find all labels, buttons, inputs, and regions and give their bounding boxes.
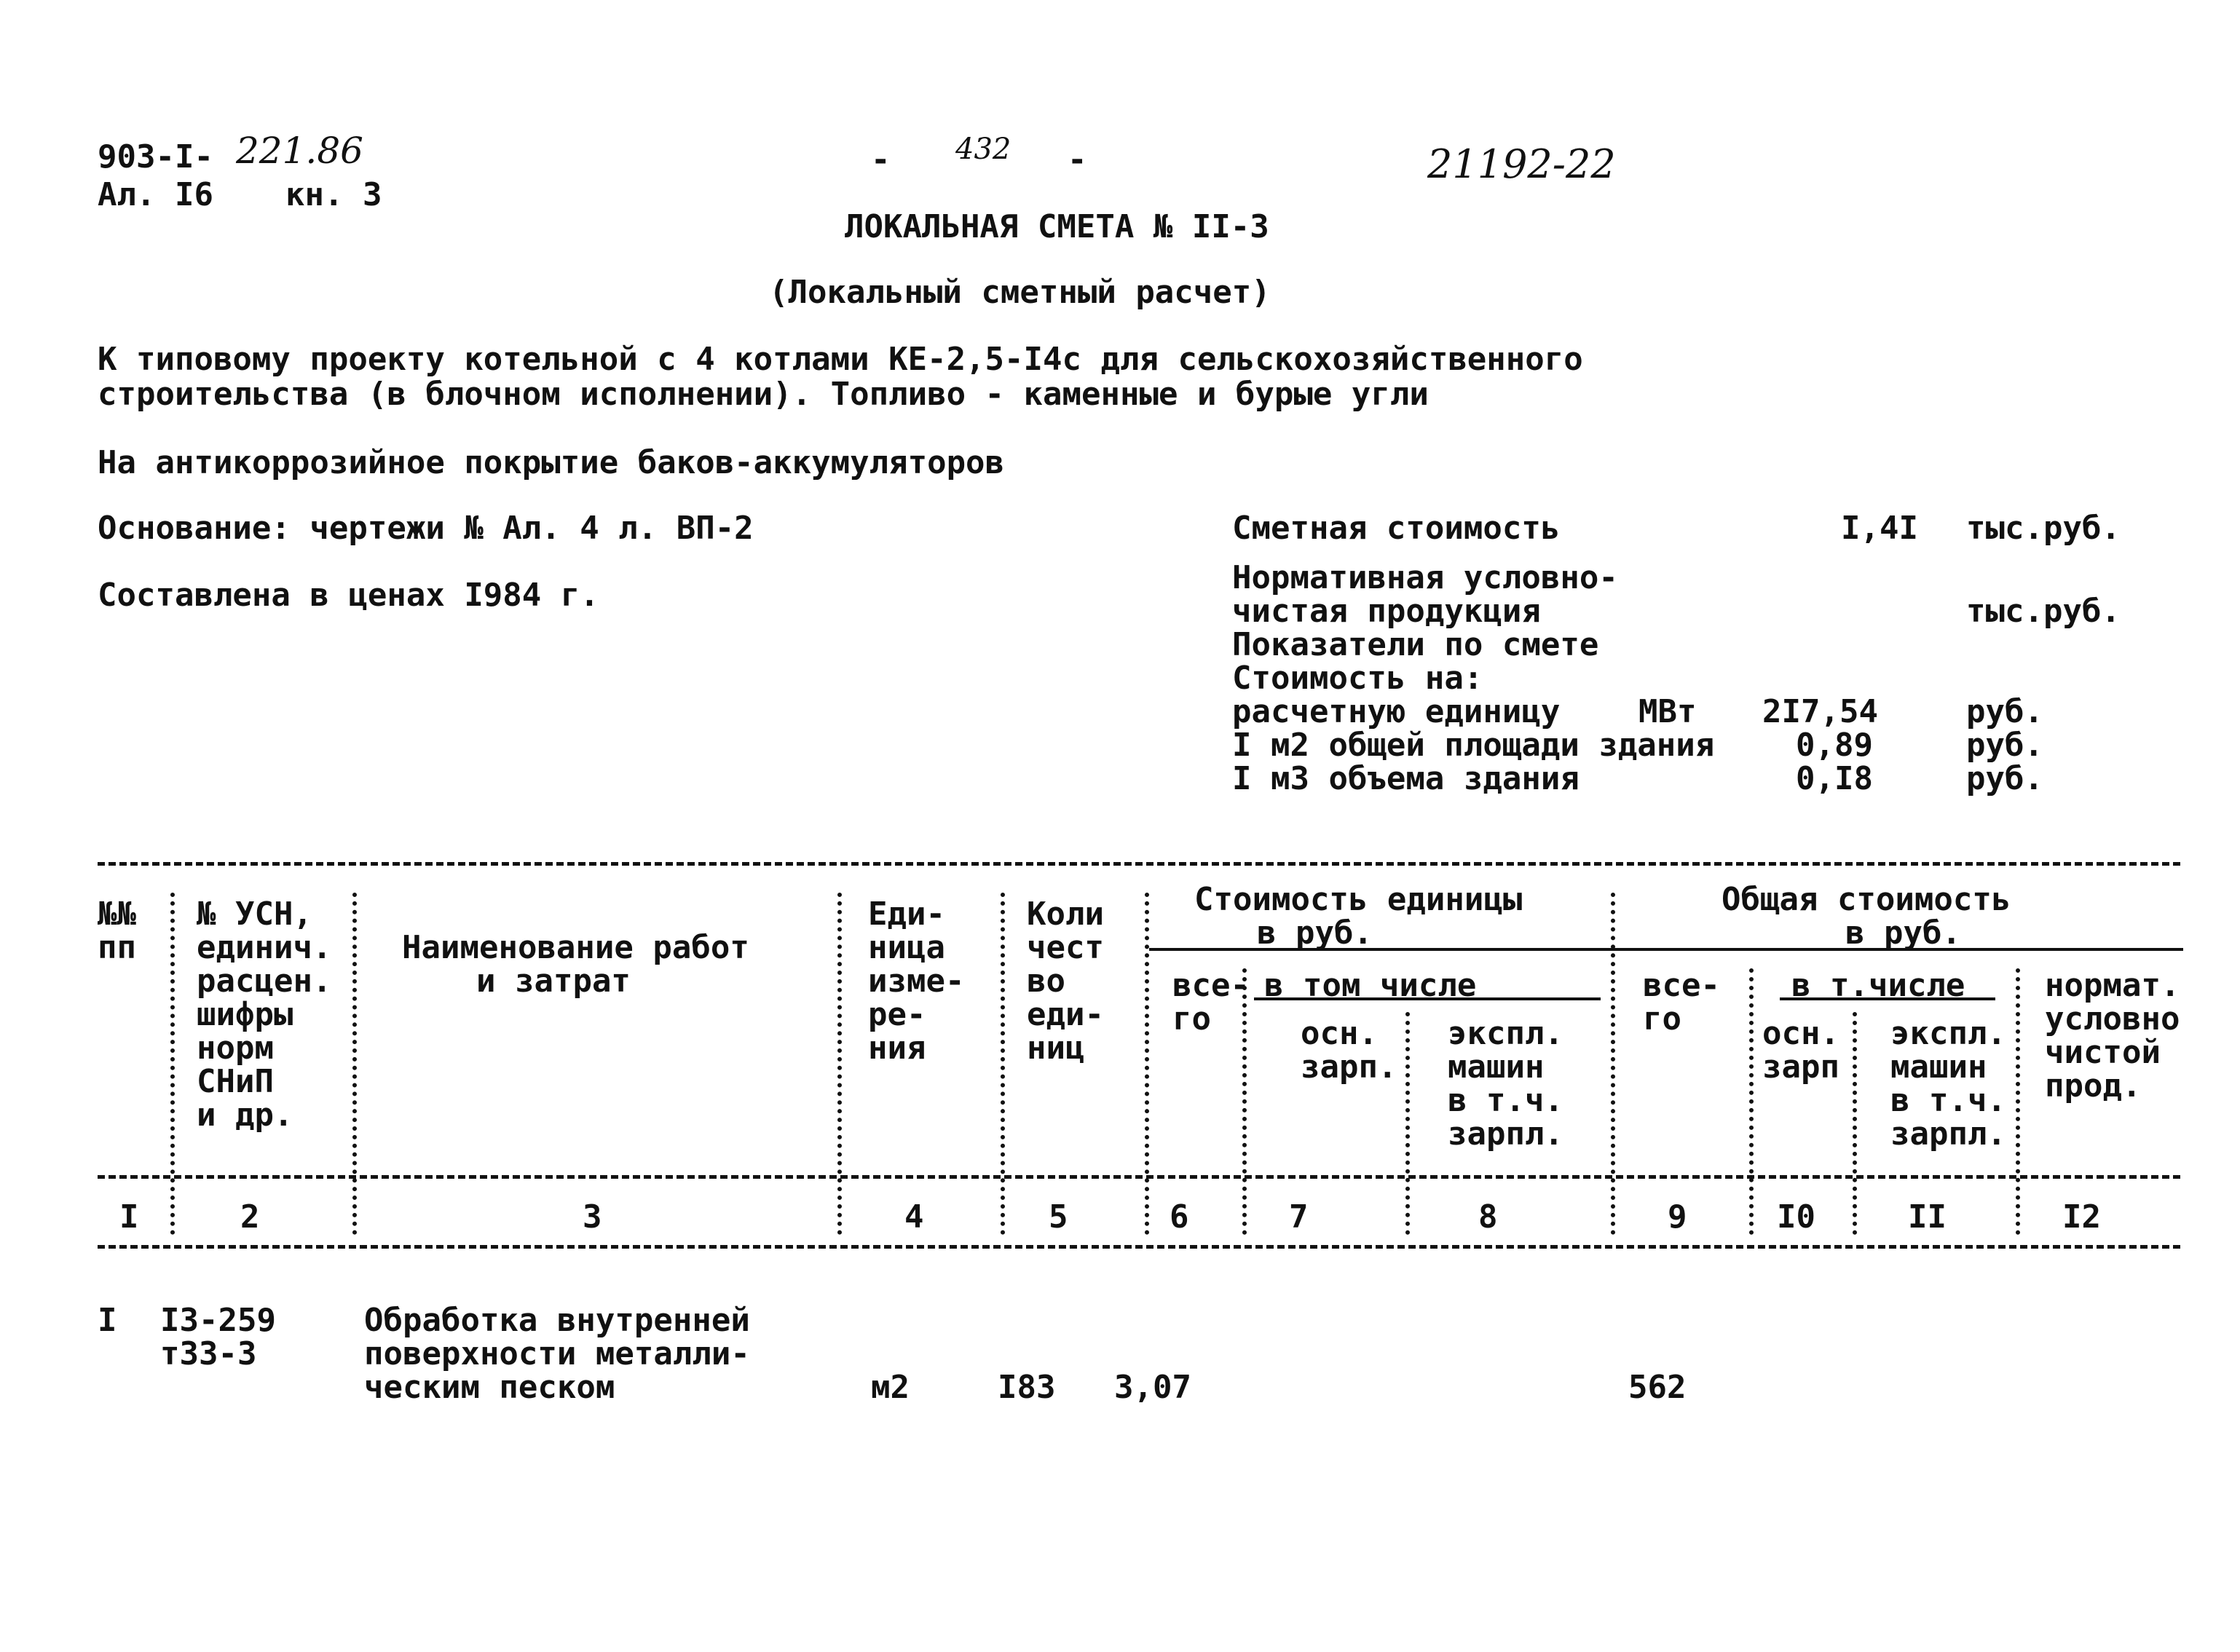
col2-header-6: СНиП	[197, 1063, 274, 1100]
col-sep-1	[170, 893, 175, 1235]
page-subtitle: (Локальный сметный расчет)	[769, 274, 1271, 311]
col2-header-7: и др.	[197, 1096, 293, 1134]
summary-cost-unit: тыс.руб.	[1966, 510, 2121, 547]
col4-header-2: ница	[868, 929, 945, 966]
summary-unit-label: расчетную единицу	[1232, 693, 1561, 730]
col5-header-5: ниц	[1027, 1029, 1085, 1067]
row-1-name-1: Обработка внутренней	[364, 1302, 750, 1339]
col1-header-2: пп	[98, 929, 136, 966]
table-top-rule	[98, 862, 2180, 866]
column-number-9: 9	[1668, 1198, 1687, 1236]
page-title: ЛОКАЛЬНАЯ СМЕТА № II-3	[845, 208, 1269, 245]
row-1-code-2: т33-3	[160, 1335, 257, 1372]
column-number-6: 6	[1170, 1198, 1189, 1236]
col-sep-10	[1853, 1012, 1857, 1235]
col8-header-1: экспл.	[1448, 1015, 1563, 1052]
col5-header-1: Коли	[1027, 896, 1104, 933]
col4-header-4: ре-	[868, 996, 926, 1033]
estimate-basis: Основание: чертежи № Ал. 4 л. ВП-2	[98, 510, 754, 547]
col12-header-4: прод.	[2045, 1067, 2142, 1104]
summary-unit-measure: МВт	[1638, 693, 1697, 730]
column-number-4: 4	[904, 1198, 924, 1236]
doc-number: 21192-22	[1427, 141, 1616, 187]
col-sep-9	[1749, 968, 1754, 1235]
summary-cost-label: Сметная стоимость	[1232, 510, 1561, 547]
project-line-1: К типовому проекту котельной с 4 котлами КЕ-2,5-I4с для сельскохозяйственного	[98, 341, 1583, 378]
row-1-qty: I83	[998, 1369, 1056, 1406]
row-1-total: 562	[1628, 1369, 1687, 1406]
column-number-8: 8	[1478, 1198, 1498, 1236]
summary-indicators: Показатели по смете	[1232, 626, 1599, 663]
col8-header-4: зарпл.	[1448, 1115, 1563, 1153]
col12-header-2: условно	[2045, 1000, 2180, 1038]
summary-area-label: I м2 общей площади здания	[1232, 727, 1715, 764]
col-sep-11	[2016, 968, 2020, 1235]
estimate-purpose: На антикоррозийное покрытие баков-аккумуляторов	[98, 444, 1005, 481]
album-label: Ал. I6	[98, 176, 213, 213]
col11-header-4: зарпл.	[1890, 1115, 2006, 1153]
row-1-name-2: поверхности металли-	[364, 1335, 750, 1372]
incl-1-header: в том числе	[1264, 967, 1477, 1004]
col6-header-1: все-	[1172, 967, 1250, 1004]
col4-header-5: ния	[868, 1029, 926, 1067]
col-sep-7	[1405, 1012, 1410, 1235]
column-number-2: 2	[240, 1198, 260, 1236]
col2-header-1: № УСН,	[197, 896, 312, 933]
col1-header-1: №№	[98, 896, 136, 933]
row-1-name-3: ческим песком	[364, 1369, 615, 1406]
row-1-code-1: I3-259	[160, 1302, 276, 1339]
col-sep-4	[1001, 893, 1005, 1235]
col-sep-8	[1611, 893, 1615, 1235]
summary-volume-rub: руб.	[1966, 760, 2043, 797]
page-dash-left: -	[871, 141, 891, 178]
col3-header-2: и затрат	[476, 963, 631, 1000]
col10-header-1: осн.	[1762, 1015, 1839, 1052]
col11-header-2: машин	[1890, 1048, 1987, 1086]
summary-norm-unit: тыс.руб.	[1966, 593, 2121, 630]
project-line-2: строительства (в блочном исполнении). Топливо - каменные и бурые угли	[98, 376, 1429, 413]
summary-volume-value: 0,I8	[1796, 760, 1873, 797]
price-base: Составлена в ценах I984 г.	[98, 577, 599, 614]
col10-header-2: зарп	[1762, 1048, 1839, 1086]
book-label: кн. 3	[285, 176, 382, 213]
page-dash-right: -	[1068, 141, 1087, 178]
col2-header-5: норм	[197, 1029, 274, 1067]
document-code: 903-I-	[98, 138, 213, 175]
column-number-7: 7	[1289, 1198, 1309, 1236]
column-number-1: I	[119, 1198, 139, 1236]
col11-header-1: экспл.	[1890, 1015, 2006, 1052]
incl-2-header: в т.числе	[1791, 967, 1965, 1004]
col7-header-1: осн.	[1301, 1015, 1378, 1052]
table-header-rule	[98, 1175, 2180, 1179]
col7-header-2: зарп.	[1301, 1048, 1397, 1086]
document-code-handwritten: 221.86	[236, 130, 363, 172]
col-sep-2	[352, 893, 357, 1235]
row-1-unit: м2	[871, 1369, 910, 1406]
col6-header-2: го	[1172, 1000, 1211, 1038]
col-sep-3	[837, 893, 842, 1235]
col11-header-3: в т.ч.	[1890, 1082, 2006, 1119]
unit-cost-group-header-1: Стоимость единицы	[1194, 881, 1523, 918]
col-sep-6	[1242, 968, 1247, 1235]
col2-header-4: шифры	[197, 996, 293, 1033]
total-cost-group-header-1: Общая стоимость	[1722, 881, 2011, 918]
col12-header-3: чистой	[2045, 1034, 2161, 1071]
row-1-num: I	[98, 1302, 117, 1339]
summary-unit-value: 2I7,54	[1762, 693, 1878, 730]
col2-header-3: расцен.	[197, 963, 332, 1000]
col12-header-1: нормат.	[2045, 967, 2180, 1004]
col2-header-2: единич.	[197, 929, 332, 966]
column-number-12: I2	[2062, 1198, 2101, 1236]
row-1-unit-total: 3,07	[1114, 1369, 1191, 1406]
col5-header-4: еди-	[1027, 996, 1104, 1033]
table-colnum-rule	[98, 1245, 2180, 1249]
summary-norm-label-2: чистая продукция	[1232, 593, 1541, 630]
col5-header-2: чест	[1027, 929, 1104, 966]
col4-header-3: изме-	[868, 963, 965, 1000]
unit-cost-group-header-2: в руб.	[1257, 914, 1373, 952]
summary-cost-value: I,4I	[1841, 510, 1918, 547]
col8-header-2: машин	[1448, 1048, 1545, 1086]
summary-area-value: 0,89	[1796, 727, 1873, 764]
col5-header-3: во	[1027, 963, 1065, 1000]
col4-header-1: Еди-	[868, 896, 945, 933]
page-number: 432	[955, 133, 1011, 166]
total-cost-group-header-2: в руб.	[1845, 914, 1961, 952]
column-number-3: 3	[583, 1198, 602, 1236]
column-number-5: 5	[1049, 1198, 1068, 1236]
summary-unit-rub: руб.	[1966, 693, 2043, 730]
column-number-10: I0	[1777, 1198, 1815, 1236]
col3-header-1: Наименование работ	[402, 929, 749, 966]
summary-norm-label-1: Нормативная условно-	[1232, 559, 1618, 596]
col9-header-1: все-	[1643, 967, 1720, 1004]
col9-header-2: го	[1643, 1000, 1681, 1038]
summary-area-rub: руб.	[1966, 727, 2043, 764]
col8-header-3: в т.ч.	[1448, 1082, 1563, 1119]
summary-volume-label: I м3 объема здания	[1232, 760, 1580, 797]
col-sep-5	[1145, 893, 1149, 1235]
column-number-11: II	[1908, 1198, 1947, 1236]
summary-cost-per: Стоимость на:	[1232, 660, 1483, 697]
